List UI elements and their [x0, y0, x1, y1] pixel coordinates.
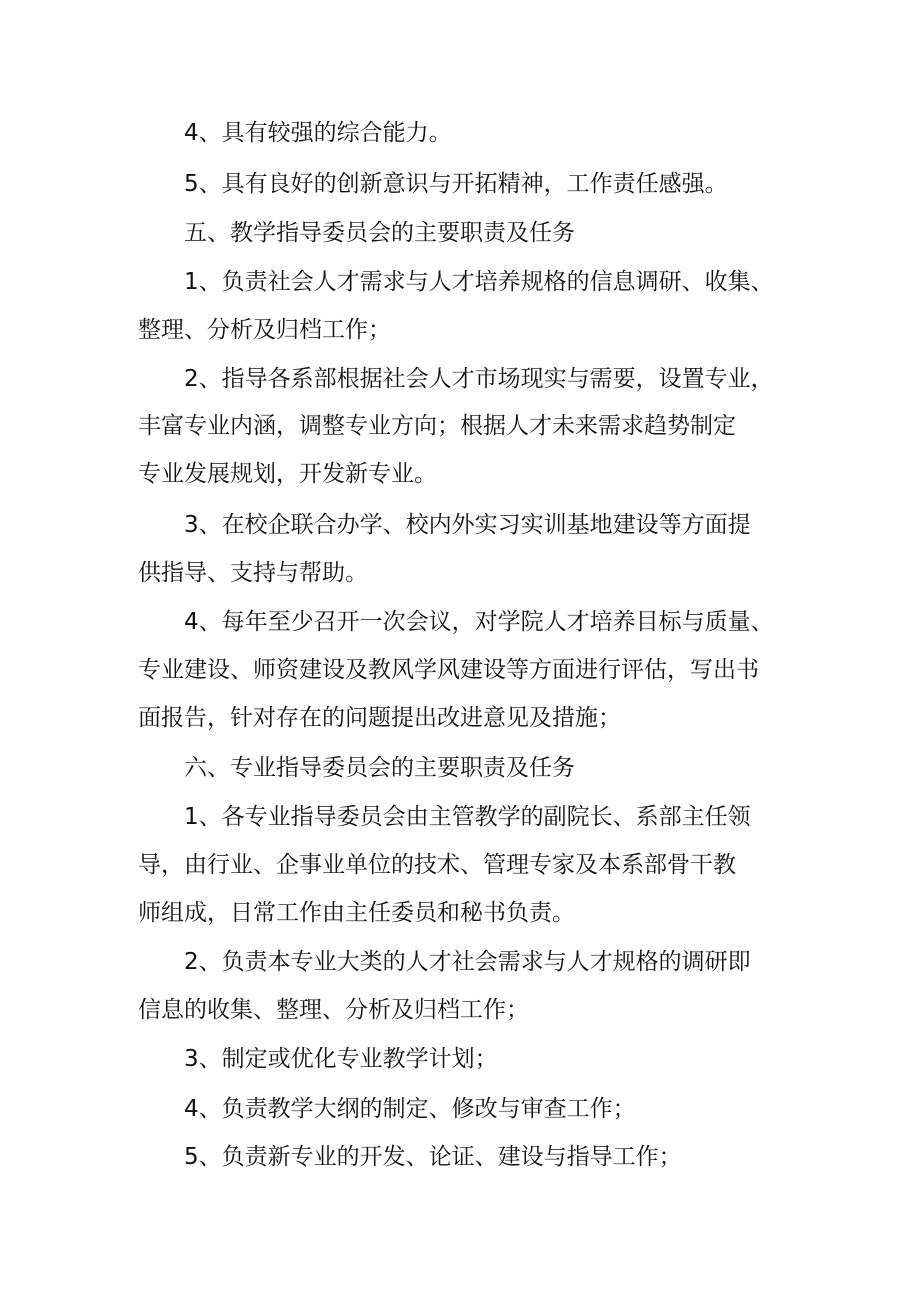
- paragraph-line: 3、制定或优化专业教学计划；: [184, 1046, 498, 1072]
- paragraph-line: 1、各专业指导委员会由主管教学的副院长、系部主任领: [184, 804, 751, 830]
- paragraph-line: 2、负责本专业大类的人才社会需求与人才规格的调研即: [184, 949, 751, 975]
- paragraph-line: 4、负责教学大纲的制定、修改与审查工作；: [184, 1096, 636, 1122]
- paragraph-line: 专业发展规划，开发新专业。: [138, 461, 437, 487]
- paragraph-line: 整理、分析及归档工作；: [138, 317, 391, 343]
- paragraph-line: 面报告，针对存在的问题提出改进意见及措施；: [138, 705, 621, 731]
- section-heading: 五、教学指导委员会的主要职责及任务: [184, 220, 575, 246]
- paragraph-line: 导，由行业、企事业单位的技术、管理专家及本系部骨干教: [138, 852, 736, 878]
- paragraph-line: 师组成，日常工作由主任委员和秘书负责。: [138, 900, 575, 926]
- paragraph-line: 1、负责社会人才需求与人才培养规格的信息调研、收集、: [184, 269, 774, 295]
- paragraph-line: 3、在校企联合办学、校内外实习实训基地建设等方面提: [184, 512, 751, 538]
- paragraph-line: 丰富专业内涵，调整专业方向；根据人才未来需求趋势制定: [138, 413, 736, 439]
- paragraph-line: 专业建设、师资建设及教风学风建设等方面进行评估，写出书: [138, 657, 759, 683]
- paragraph-line: 4、具有较强的综合能力。: [184, 120, 452, 146]
- paragraph-line: 2、指导各系部根据社会人才市场现实与需要，设置专业，: [184, 366, 774, 392]
- paragraph-line: 4、每年至少召开一次会议，对学院人才培养目标与质量、: [184, 609, 774, 635]
- paragraph-line: 信息的收集、整理、分析及归档工作；: [138, 997, 529, 1023]
- paragraph-line: 5、具有良好的创新意识与开拓精神，工作责任感强。: [184, 171, 728, 197]
- paragraph-line: 供指导、支持与帮助。: [138, 560, 368, 586]
- section-heading: 六、专业指导委员会的主要职责及任务: [184, 755, 575, 781]
- paragraph-line: 5、负责新专业的开发、论证、建设与指导工作；: [184, 1144, 682, 1170]
